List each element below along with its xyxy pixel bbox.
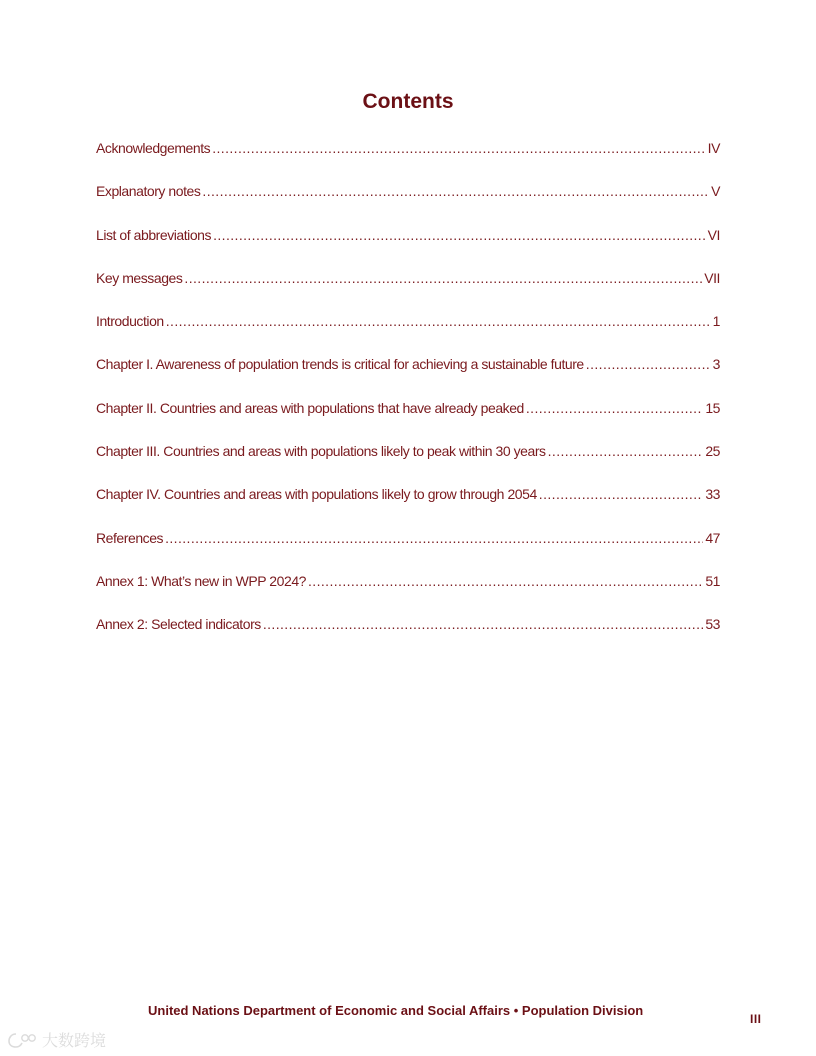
toc-entry-chapter-3[interactable] — [96, 443, 720, 486]
toc-entry-chapter-1[interactable] — [96, 356, 720, 399]
toc-dot-leader — [586, 356, 711, 372]
page-title: Contents — [362, 90, 454, 113]
toc-entry-page-number: IV — [707, 140, 720, 156]
toc-entry-label: Annex 2: Selected indicators — [96, 616, 261, 633]
toc-entry-label: Chapter IV. Countries and areas with populations likely to grow through 2054 — [96, 486, 537, 503]
toc-entry-label: Acknowledgements — [96, 140, 211, 156]
toc-entry-label: Chapter II. Countries and areas with populations that have already peaked — [96, 399, 524, 416]
toc-dot-leader — [202, 183, 709, 199]
toc-entry-label: Chapter I. Awareness of population trends is critical for achieving a sustainable future — [96, 356, 584, 373]
toc-entry-list-of-abbreviations[interactable] — [96, 227, 720, 270]
toc-dot-leader — [165, 530, 703, 546]
footer-page-number: III — [750, 1012, 762, 1026]
toc-entry-chapter-2[interactable] — [96, 400, 720, 443]
toc-entry-label: Explanatory notes — [96, 183, 201, 200]
toc-dot-leader — [308, 573, 703, 589]
watermark — [8, 1028, 106, 1051]
toc-entry-chapter-4[interactable] — [96, 486, 720, 529]
toc-entry-page-number: 51 — [705, 572, 720, 589]
toc-entry-page-number: 25 — [705, 443, 720, 460]
table-of-contents — [96, 140, 720, 660]
toc-dot-leader — [166, 313, 711, 329]
watermark-logo-icon — [8, 1031, 38, 1049]
toc-entry-page-number: VII — [704, 269, 720, 286]
toc-entry-references[interactable] — [96, 530, 720, 573]
toc-dot-leader — [539, 486, 704, 502]
toc-entry-key-messages[interactable] — [96, 270, 720, 313]
toc-dot-leader — [263, 616, 703, 632]
toc-entry-label: Key messages — [96, 269, 183, 286]
toc-entry-annex-2[interactable] — [96, 616, 720, 659]
toc-dot-leader — [526, 400, 703, 416]
toc-dot-leader — [212, 140, 705, 156]
toc-entry-label: Annex 1: What’s new in WPP 2024? — [96, 572, 306, 589]
toc-entry-page-number: 1 — [712, 313, 720, 330]
toc-entry-explanatory-notes[interactable] — [96, 183, 720, 226]
toc-dot-leader — [213, 227, 706, 243]
toc-entry-page-number: 3 — [712, 356, 720, 373]
toc-entry-page-number: 47 — [705, 529, 720, 546]
toc-entry-introduction[interactable] — [96, 313, 720, 356]
toc-dot-leader — [548, 443, 704, 459]
toc-entry-page-number: V — [711, 183, 720, 200]
toc-entry-annex-1[interactable] — [96, 573, 720, 616]
toc-entry-label: Chapter III. Countries and areas with populations likely to peak within 30 years — [96, 443, 546, 460]
watermark-text: 大数跨境 — [42, 1031, 107, 1050]
toc-entry-page-number: 53 — [705, 616, 720, 633]
toc-entry-page-number: 15 — [705, 399, 720, 416]
toc-dot-leader — [184, 270, 702, 286]
toc-entry-label: List of abbreviations — [96, 226, 212, 243]
toc-entry-label: Introduction — [96, 313, 164, 330]
toc-entry-page-number: 33 — [705, 486, 720, 503]
toc-entry-page-number: VI — [707, 226, 720, 243]
toc-entry-acknowledgements[interactable] — [96, 140, 720, 183]
toc-entry-label: References — [96, 529, 164, 546]
footer-organization: United Nations Department of Economic and Social Affairs • Population Division — [148, 1003, 644, 1018]
